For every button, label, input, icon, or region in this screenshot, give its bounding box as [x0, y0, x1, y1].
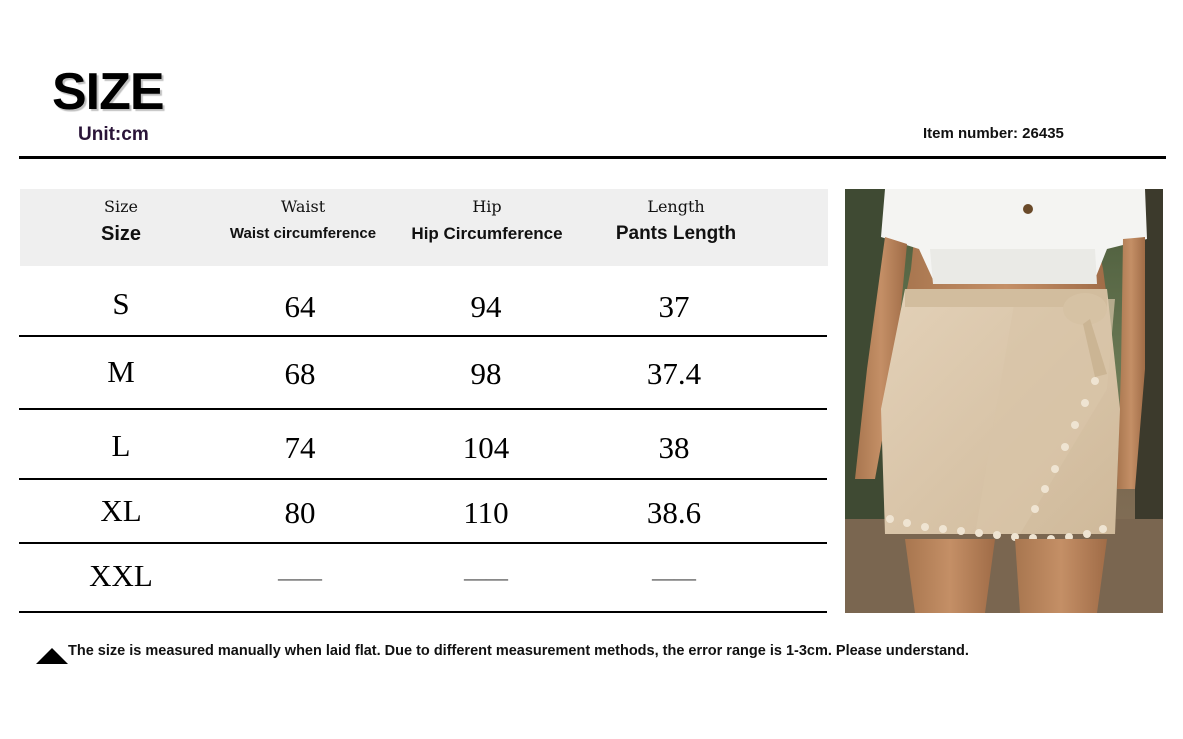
column-header-length	[616, 189, 736, 266]
page-title: SIZE	[52, 63, 164, 121]
column-header-sublabel: Hip Circumference	[411, 224, 563, 243]
size-cell: L	[111, 428, 131, 463]
size-cell: S	[112, 286, 130, 321]
column-header-label: Size	[104, 197, 138, 216]
item-number: Item number: 26435	[923, 125, 1064, 142]
waist-cell: 74	[284, 430, 316, 465]
hip-cell: 104	[462, 430, 510, 465]
hip-cell: 94	[470, 289, 502, 324]
waist-cell: 68	[284, 356, 316, 391]
length-cell: ——	[652, 565, 696, 590]
waist-cell: 64	[284, 289, 316, 324]
row-divider	[19, 542, 827, 544]
warning-triangle-icon	[36, 648, 68, 664]
measurement-note: The size is measured manually when laid flat. Due to different measurement methods, the error range is 1-3cm. Please understand.	[68, 643, 969, 659]
header-divider	[19, 156, 1166, 159]
waist-cell: ——	[278, 565, 322, 590]
row-divider	[19, 408, 827, 410]
column-header-label: Waist	[280, 197, 326, 216]
length-cell: 38.6	[646, 495, 702, 530]
row-divider	[19, 611, 827, 613]
row-divider	[19, 478, 827, 480]
column-header-label: Hip	[472, 197, 502, 216]
column-header-size	[101, 189, 141, 266]
size-cell: M	[107, 354, 135, 389]
length-cell: 37	[658, 289, 690, 324]
column-header-waist	[230, 189, 376, 266]
column-header-sublabel: Waist circumference	[229, 225, 377, 242]
size-cell: XL	[100, 493, 142, 528]
column-header-sublabel: Pants Length	[615, 223, 737, 244]
hip-cell: ——	[464, 565, 508, 590]
size-cell: XXL	[89, 558, 153, 593]
product-photo	[845, 189, 1163, 613]
length-cell: 37.4	[646, 356, 702, 391]
unit-label: Unit:cm	[78, 124, 149, 145]
waist-cell: 80	[284, 495, 316, 530]
row-divider	[19, 335, 827, 337]
length-cell: 38	[658, 430, 690, 465]
column-header-sublabel: Size	[100, 223, 142, 245]
hip-cell: 110	[463, 495, 509, 530]
column-header-label: Length	[647, 197, 705, 216]
hip-cell: 98	[470, 356, 502, 391]
column-header-hip	[411, 189, 562, 266]
